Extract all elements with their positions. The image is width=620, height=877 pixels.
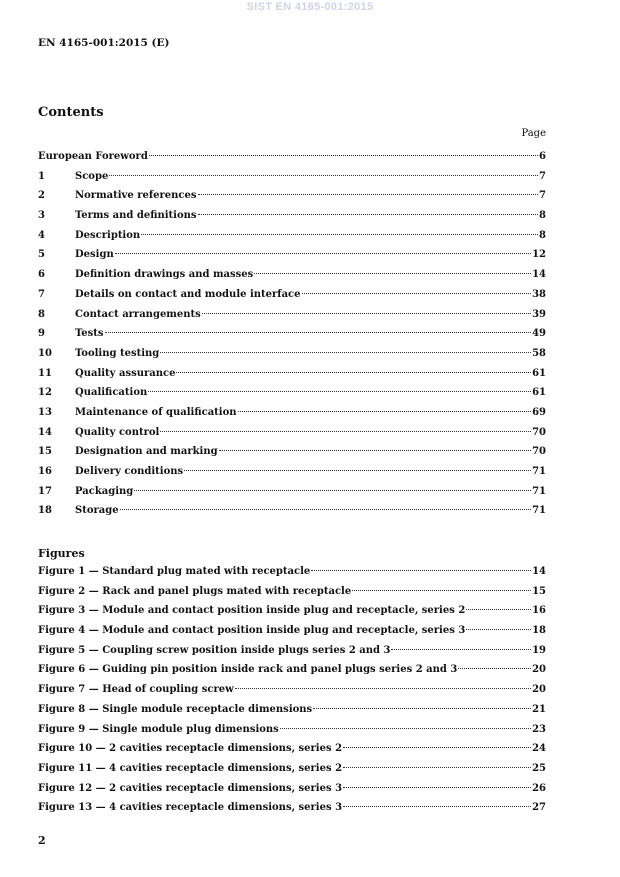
toc-entry[interactable] [38, 348, 546, 368]
toc-entry-number: 2 [38, 190, 45, 202]
toc-entry-page: 7 [539, 170, 546, 182]
toc-entry[interactable] [38, 505, 546, 525]
toc-entry-page: 26 [532, 782, 546, 794]
toc-entry-title: Contact arrangements [75, 308, 201, 320]
dot-leader [391, 649, 531, 650]
toc-entry-page: 19 [532, 644, 546, 656]
toc-entry-title: Figure 8 — Single module receptacle dimensions [38, 703, 313, 715]
dot-leader [176, 372, 531, 373]
toc-entry-page: 20 [532, 664, 546, 676]
toc-entry-number: 8 [38, 308, 45, 320]
toc-entry-page: 8 [539, 229, 546, 241]
toc-entry-title: Figure 7 — Head of coupling screw [38, 684, 234, 696]
toc-entry-page: 70 [532, 446, 546, 458]
figure-entry[interactable] [38, 783, 546, 803]
toc-entry-title: European Foreword [38, 151, 148, 162]
toc-entry-title: Normative references [75, 190, 197, 202]
toc-entry[interactable] [38, 328, 546, 348]
toc-entry-title: Designation and marking [75, 446, 218, 458]
toc-entry[interactable] [38, 427, 546, 447]
dot-leader [466, 629, 531, 630]
toc-entry-number: 13 [38, 406, 52, 418]
toc-figures [38, 566, 546, 822]
toc-entry[interactable] [38, 466, 546, 486]
toc-entry-page: 61 [532, 367, 546, 379]
toc-entry[interactable] [38, 309, 546, 329]
dot-leader [280, 728, 531, 729]
dot-leader [141, 234, 538, 235]
figure-entry[interactable] [38, 645, 546, 665]
toc-entry-page: 71 [532, 466, 546, 477]
toc-entry-page: 12 [532, 249, 546, 261]
dot-leader [148, 391, 531, 392]
dot-leader [115, 253, 531, 254]
dot-leader [313, 708, 531, 709]
page-column-label: Page [521, 128, 546, 139]
toc-entry-title: Figure 10 — 2 cavities receptacle dimensions, series 2 [38, 743, 343, 755]
toc-entry-page: 7 [539, 190, 546, 202]
toc-entry-title: Quality assurance [75, 367, 176, 379]
toc-entry[interactable] [38, 230, 546, 250]
dot-leader [343, 747, 531, 748]
figure-entry[interactable] [38, 743, 546, 763]
toc-entry-number: 17 [38, 485, 52, 497]
dot-leader [311, 570, 531, 571]
dot-leader [160, 431, 531, 432]
toc-entry-page: 25 [532, 762, 546, 774]
toc-entry-page: 15 [532, 585, 546, 597]
toc-entry-title: Figure 12 — 2 cavities receptacle dimensions, series 3 [38, 782, 343, 794]
dot-leader [343, 787, 531, 788]
toc-entry[interactable] [38, 171, 546, 191]
figure-entry[interactable] [38, 802, 546, 822]
figure-entry[interactable] [38, 664, 546, 684]
toc-entry-number: 6 [38, 269, 45, 281]
dot-leader [343, 767, 531, 768]
toc-entry-number: 14 [38, 426, 52, 438]
dot-leader [238, 411, 532, 412]
toc-entry[interactable] [38, 249, 546, 269]
figure-entry[interactable] [38, 605, 546, 625]
toc-entry-title: Figure 2 — Rack and panel plugs mated with receptacle [38, 585, 352, 597]
toc-entry-page: 23 [532, 723, 546, 735]
toc-entry-number: 18 [38, 505, 52, 517]
document-id: EN 4165-001:2015 (E) [38, 37, 170, 49]
toc-entry[interactable] [38, 210, 546, 230]
dot-leader [198, 194, 539, 195]
toc-entry-number: 15 [38, 446, 52, 458]
toc-entry[interactable] [38, 190, 546, 210]
toc-entry[interactable] [38, 289, 546, 309]
toc-entry-title: Definition drawings and masses [75, 269, 254, 281]
toc-entry-page: 58 [532, 347, 546, 359]
toc-entry-title: Figure 13 — 4 cavities receptacle dimensions, series 3 [38, 802, 343, 814]
toc-entry-title: Packaging [75, 485, 134, 497]
toc-entry-number: 5 [38, 249, 45, 261]
dot-leader [184, 470, 531, 471]
toc-entry[interactable] [38, 486, 546, 506]
figure-entry[interactable] [38, 684, 546, 704]
toc-entry-number: 3 [38, 210, 45, 222]
dot-leader [254, 273, 531, 274]
toc-entry-number: 10 [38, 347, 52, 359]
figure-entry[interactable] [38, 724, 546, 744]
dot-leader [352, 590, 531, 591]
toc-entry[interactable] [38, 407, 546, 427]
toc-entry[interactable] [38, 368, 546, 388]
toc-entry-title: Terms and definitions [75, 210, 197, 222]
toc-entry-title: Qualification [75, 387, 148, 399]
figure-entry[interactable] [38, 625, 546, 645]
watermark: SIST EN 4165-001:2015 [246, 1, 374, 13]
toc-entry-page: 70 [532, 426, 546, 438]
dot-leader [302, 293, 532, 294]
dot-leader [149, 155, 538, 156]
toc-entry-page: 39 [532, 308, 546, 320]
toc-entry-title: Figure 1 — Standard plug mated with receptacle [38, 566, 311, 577]
toc-entry-number: 16 [38, 466, 52, 477]
toc-entry-title: Figure 11 — 4 cavities receptacle dimensions, series 2 [38, 762, 343, 774]
toc-entry[interactable] [38, 446, 546, 466]
toc-entry-title: Figure 3 — Module and contact position inside plug and receptacle, series 2 [38, 605, 466, 617]
toc-entry-title: Scope [75, 170, 109, 182]
toc-entry-number: 12 [38, 387, 52, 399]
toc-entry-title: Design [75, 249, 114, 261]
toc-entry-page: 69 [532, 406, 546, 418]
toc-entry-title: Figure 9 — Single module plug dimensions [38, 723, 279, 735]
toc-entry-page: 27 [532, 802, 546, 814]
contents-heading: Contents [38, 105, 104, 120]
toc-entry-page: 14 [532, 566, 546, 577]
toc-entry-number: 9 [38, 328, 45, 340]
toc-entry-page: 18 [532, 625, 546, 637]
dot-leader [466, 609, 531, 610]
toc-entry-page: 49 [532, 328, 546, 340]
toc-entry[interactable] [38, 387, 546, 407]
toc-entry-page: 8 [539, 210, 546, 222]
dot-leader [198, 214, 539, 215]
toc-entry-page: 20 [532, 684, 546, 696]
page-number: 2 [38, 834, 46, 847]
toc-entry-number: 4 [38, 229, 45, 241]
toc-entry-number: 7 [38, 288, 45, 300]
toc-entry-foreword[interactable] [38, 151, 546, 171]
toc-entry[interactable] [38, 269, 546, 289]
toc-entry-number: 11 [38, 367, 52, 379]
toc-entry-page: 6 [539, 151, 546, 162]
dot-leader [105, 332, 532, 333]
toc-entry-page: 61 [532, 387, 546, 399]
figure-entry[interactable] [38, 586, 546, 606]
dot-leader [458, 668, 531, 669]
toc-sections [38, 151, 546, 525]
dot-leader [160, 352, 531, 353]
dot-leader [219, 450, 531, 451]
figure-entry[interactable] [38, 704, 546, 724]
toc-entry-title: Delivery conditions [75, 466, 184, 477]
toc-entry-title: Figure 4 — Module and contact position inside plug and receptacle, series 3 [38, 625, 466, 637]
figure-entry[interactable] [38, 763, 546, 783]
toc-entry-number: 1 [38, 170, 45, 182]
dot-leader [235, 688, 531, 689]
toc-entry-title: Maintenance of qualification [75, 406, 237, 418]
dot-leader [134, 490, 531, 491]
toc-entry-title: Description [75, 229, 141, 241]
toc-entry-page: 71 [532, 505, 546, 517]
dot-leader [343, 806, 531, 807]
toc-entry-title: Figure 6 — Guiding pin position inside rack and panel plugs series 2 and 3 [38, 664, 458, 676]
dot-leader [202, 313, 531, 314]
toc-entry-page: 24 [532, 743, 546, 755]
toc-entry-page: 21 [532, 703, 546, 715]
figures-heading: Figures [38, 547, 85, 560]
toc-entry-title: Storage [75, 505, 119, 517]
toc-entry-page: 16 [532, 605, 546, 617]
toc-entry-page: 71 [532, 485, 546, 497]
figure-entry[interactable] [38, 566, 546, 586]
dot-leader [109, 175, 538, 176]
toc-entry-title: Tooling testing [75, 347, 160, 359]
toc-entry-page: 14 [532, 269, 546, 281]
toc-entry-title: Quality control [75, 426, 160, 438]
toc-entry-title: Details on contact and module interface [75, 288, 301, 300]
toc-entry-title: Figure 5 — Coupling screw position inside plugs series 2 and 3 [38, 644, 391, 656]
toc-entry-title: Tests [75, 328, 104, 340]
toc-entry-page: 38 [532, 288, 546, 300]
dot-leader [120, 509, 531, 510]
